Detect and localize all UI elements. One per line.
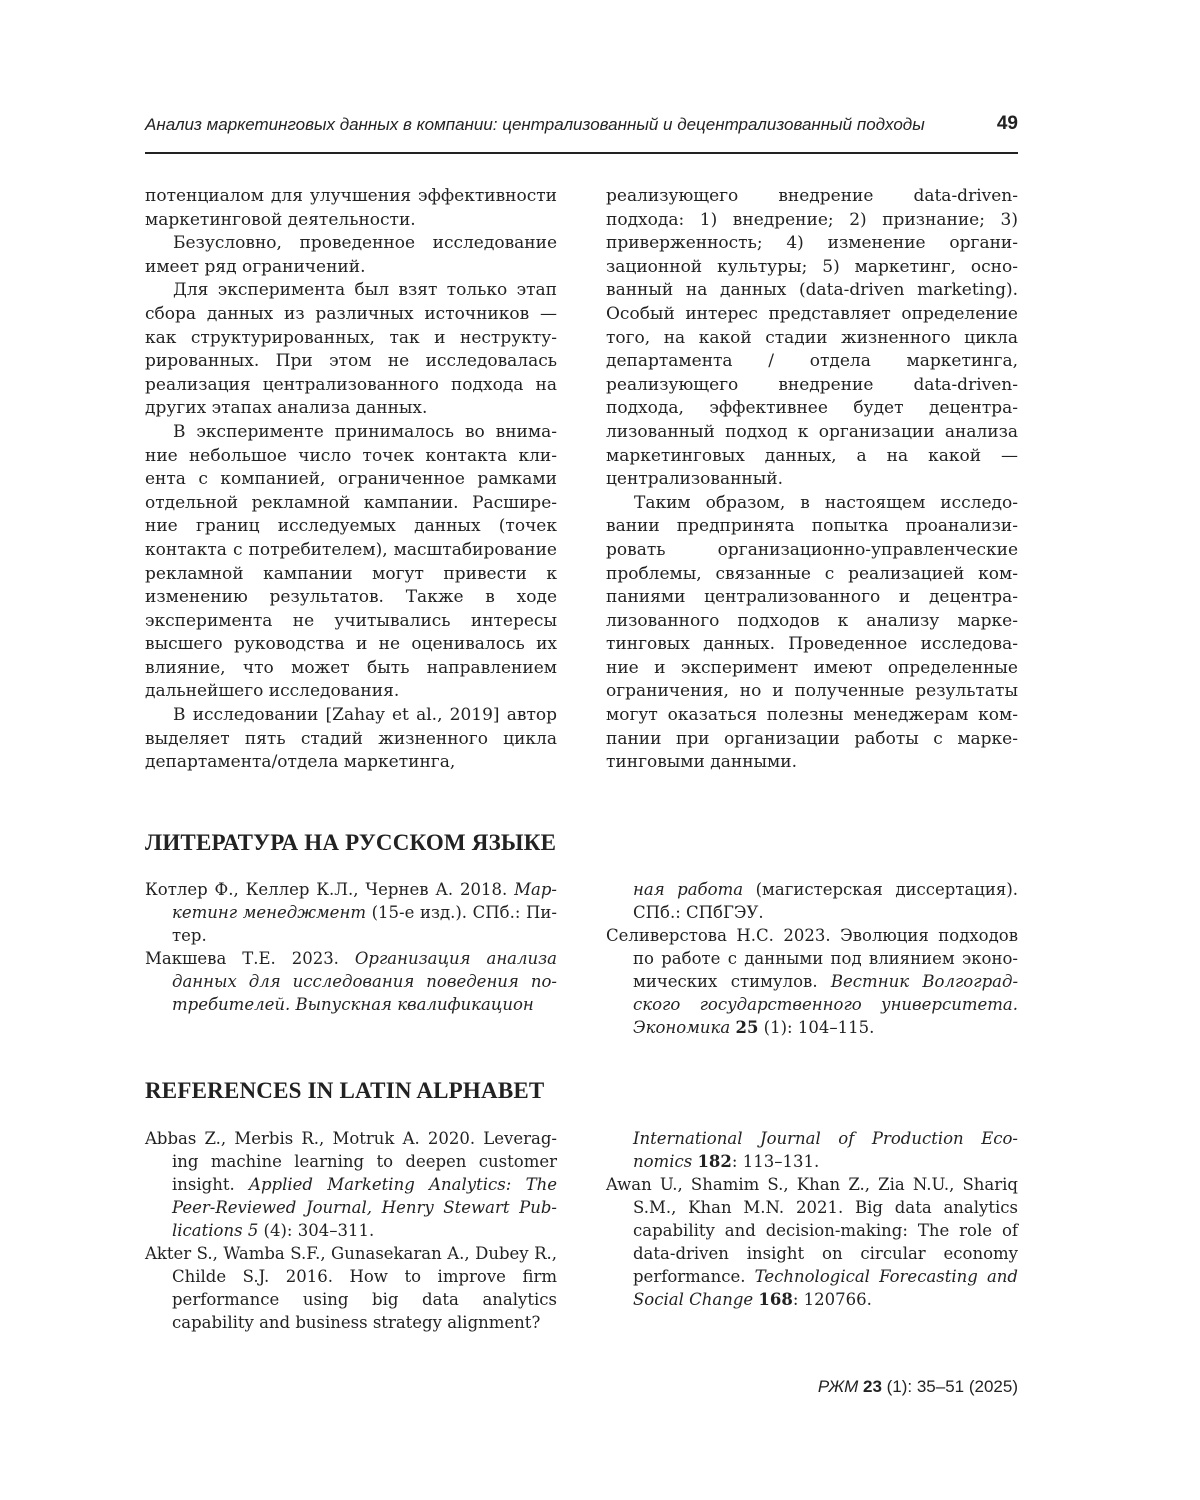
reference-item — [606, 1173, 1018, 1311]
ref-volume: 182 — [697, 1152, 732, 1171]
ref-details: : 113–131. — [731, 1152, 820, 1171]
ref-volume: 168 — [758, 1290, 793, 1309]
russian-refs-left — [145, 878, 557, 1039]
reference-item — [145, 1242, 557, 1334]
ref-title: Организация анализа данных для исследования поведения потребителей. Выпускная квалификацион — [172, 949, 557, 1014]
ref-title: ная работа — [633, 880, 744, 899]
ref-details: (15-е изд.). СПб.: Питер. — [172, 903, 557, 945]
reference-item-continued — [606, 1127, 1018, 1173]
paragraph: В эксперименте принималось во внимание небольшое число точек контакта клиента с компанией, ограниченное рамками отдельной рекламной кампании. Расширение границ исследуемых данных (точек контакта с потребителем), масштабирование рекламной кампании могут привести к изменению результатов. Также в ходе эксперимента не учитывались интересы высшего руководства и не оценивалось их влияние, что может быть направлением дальнейшего исследования. — [145, 421, 557, 702]
latin-references-heading: REFERENCES IN LATIN ALPHABET — [145, 1078, 545, 1103]
header-rule — [145, 152, 1018, 154]
ref-authors: Котлер Ф., Келлер К.Л., Чернев А. 2018. — [145, 880, 515, 899]
ref-authors: Макшева Т.Е. 2023. — [145, 949, 355, 968]
russian-refs-right — [606, 878, 1018, 1039]
paragraph: Таким образом, в настоящем исследовании предпринята попытка проанализировать организационно-управленческие проблемы, связанные с реализацией компаниями централизованного и децентрализованного подходов к анализу маркетинговых данных. Проведенное исследование и эксперимент имеют определенные ограничения, но и полученные результаты могут оказаться полезны менеджерам компании при организации работы с маркетинговыми данными. — [606, 492, 1018, 773]
ref-authors: Akter S., Wamba S.F., Gunasekaran A., Dubey R., Childe S.J. 2016. How to improve firm performance using big data analytics capability and business strategy alignment? — [145, 1244, 557, 1332]
right-column — [606, 185, 1018, 775]
paragraph: Для эксперимента был взят только этап сбора данных из различных источников — как структурированных, так и неструктурированных. При этом не исследовалась реализация централизованного подхода на других этапах анализа данных. — [145, 280, 557, 419]
left-column — [145, 185, 557, 775]
ref-journal: Technological Forecasting and Social Change — [633, 1267, 1018, 1309]
paragraph: потенциалом для улучшения эффективности маркетинговой деятельности. — [145, 186, 557, 230]
reference-item — [606, 924, 1018, 1039]
journal-issue-pages: (1): 35–51 (2025) — [881, 1377, 1018, 1396]
reference-item-continued — [606, 878, 1018, 924]
page-number: 49 — [996, 113, 1018, 134]
body-columns — [145, 185, 1018, 775]
paragraph: реализующего внедрение data-driven-подхода: 1) внедрение; 2) признание; 3) приверженность; 4) изменение организационной культуры; 5) маркетинг, основанный на данных (data-driven marketing). Особый интерес представляет определение того, на какой стадии жизненного цикла департамента / отдела маркетинга, реализующего внедрение data-driven-подхода, эффективнее будет децентрализованный подход к организации анализа маркетинговых данных, а на какой — централизованный. — [606, 186, 1018, 490]
ref-authors: Awan U., Shamim S., Khan Z., Zia N.U., Shariq S.M., Khan M.N. 2021. Big data analytics capability and decision-making: The role of data-driven insight on circular economy performance. — [606, 1175, 1018, 1286]
ref-journal: International Journal of Production Economics — [633, 1129, 1018, 1171]
reference-item — [145, 878, 557, 947]
ref-details: (1): 104–115. — [758, 1018, 875, 1037]
latin-references — [145, 1127, 1018, 1334]
reference-item — [145, 947, 557, 1016]
ref-journal: Applied Marketing Analytics: The Peer-Reviewed Journal, Henry Stewart Publications 5 — [172, 1175, 557, 1240]
reference-item — [145, 1127, 557, 1242]
ref-details: (магистерская диссертация). СПб.: СПбГЭУ. — [633, 880, 1019, 922]
russian-references-heading: ЛИТЕРАТУРА НА РУССКОМ ЯЗЫКЕ — [145, 830, 557, 855]
journal-volume: 23 — [862, 1377, 882, 1396]
ref-authors: Abbas Z., Merbis R., Motruk A. 2020. Leveraging machine learning to deepen customer insight. — [145, 1129, 557, 1194]
journal-footer — [818, 1377, 1018, 1397]
russian-references — [145, 878, 1018, 1039]
ref-details: : 120766. — [792, 1290, 872, 1309]
ref-journal: Вестник Волгоградского государственного университета. Экономика — [633, 972, 1019, 1037]
ref-title: Маркетинг менеджмент — [172, 880, 557, 922]
ref-authors: Селиверстова Н.С. 2023. Эволюция подходов по работе с данными под влиянием экономических стимулов. — [606, 926, 1018, 991]
paragraph: Безусловно, проведенное исследование имеет ряд ограничений. — [145, 233, 557, 277]
latin-refs-left — [145, 1127, 557, 1334]
paragraph: В исследовании [Zahay et al., 2019] автор выделяет пять стадий жизненного цикла департамента/отдела маркетинга, — [145, 705, 557, 773]
running-title: Анализ маркетинговых данных в компании: централизованный и децентрализованный подходы — [145, 115, 925, 134]
latin-refs-right — [606, 1127, 1018, 1334]
running-header — [145, 112, 1018, 138]
journal-name: РЖМ — [817, 1377, 859, 1396]
ref-volume: 25 — [735, 1018, 759, 1037]
ref-details: (4): 304–311. — [258, 1221, 375, 1240]
